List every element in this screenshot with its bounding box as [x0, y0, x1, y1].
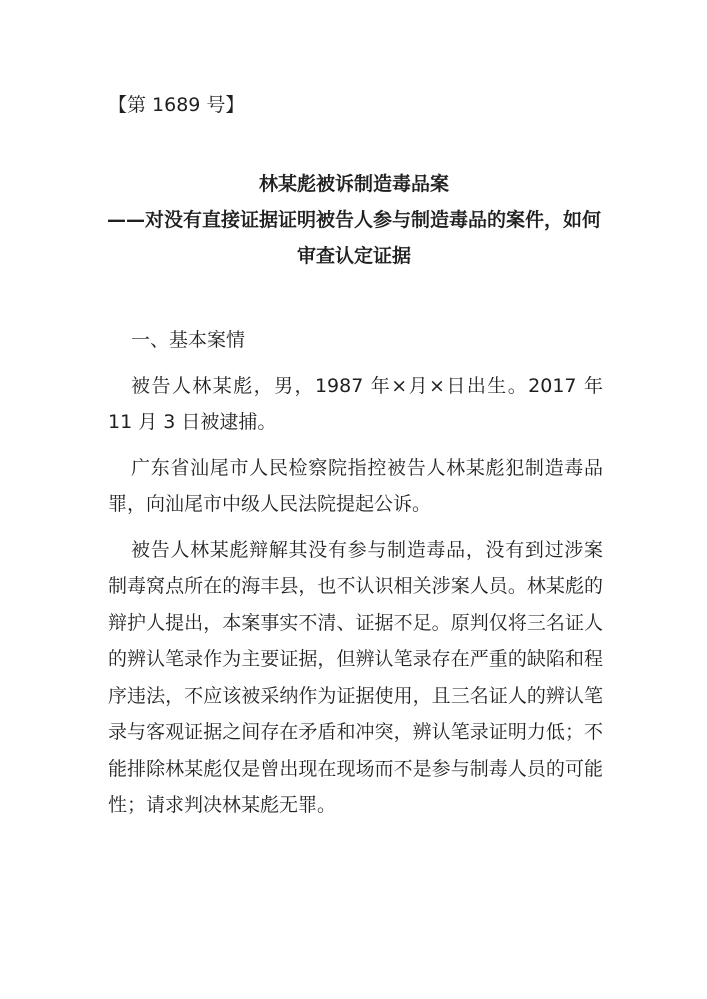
document-body — [108, 322, 603, 833]
title-subtitle-line-1: ——对没有直接证据证明被告人参与制造毒品的案件，如何 — [106, 209, 601, 231]
paragraph-defendant-info: 被告人林某彪，男，1987 年×月×日出生。2017 年 11 月 3 日被逮捕。 — [108, 374, 603, 433]
title-subtitle-line-2: 审查认定证据 — [296, 245, 411, 267]
document-title — [100, 166, 608, 274]
section-heading-basic-facts: 一、基本案情 — [131, 329, 246, 351]
paragraph-prosecution: 广东省汕尾市人民检察院指控被告人林某彪犯制造毒品罪，向汕尾市中级人民法院提起公诉。 — [108, 456, 603, 515]
title-main: 林某彪被诉制造毒品案 — [258, 173, 449, 195]
case-number: 【第 1689 号】 — [108, 94, 245, 116]
paragraph-defense: 被告人林某彪辩解其没有参与制造毒品，没有到过涉案制毒窝点所在的海丰县，也不认识相关涉案人员。林某彪的辩护人提出，本案事实不清、证据不足。原判仅将三名证人的辨认笔录作为主要证据，但辨认笔录存在严重的缺陷和程序违法，不应该被采纳作为证据使用，且三名证人的辨认笔录与客观证据之间存在矛盾和冲突，辨认笔录证明力低；不能排除林某彪仅是曾出现在现场而不是参与制毒人员的可能性；请求判决林某彪无罪。 — [108, 538, 603, 816]
